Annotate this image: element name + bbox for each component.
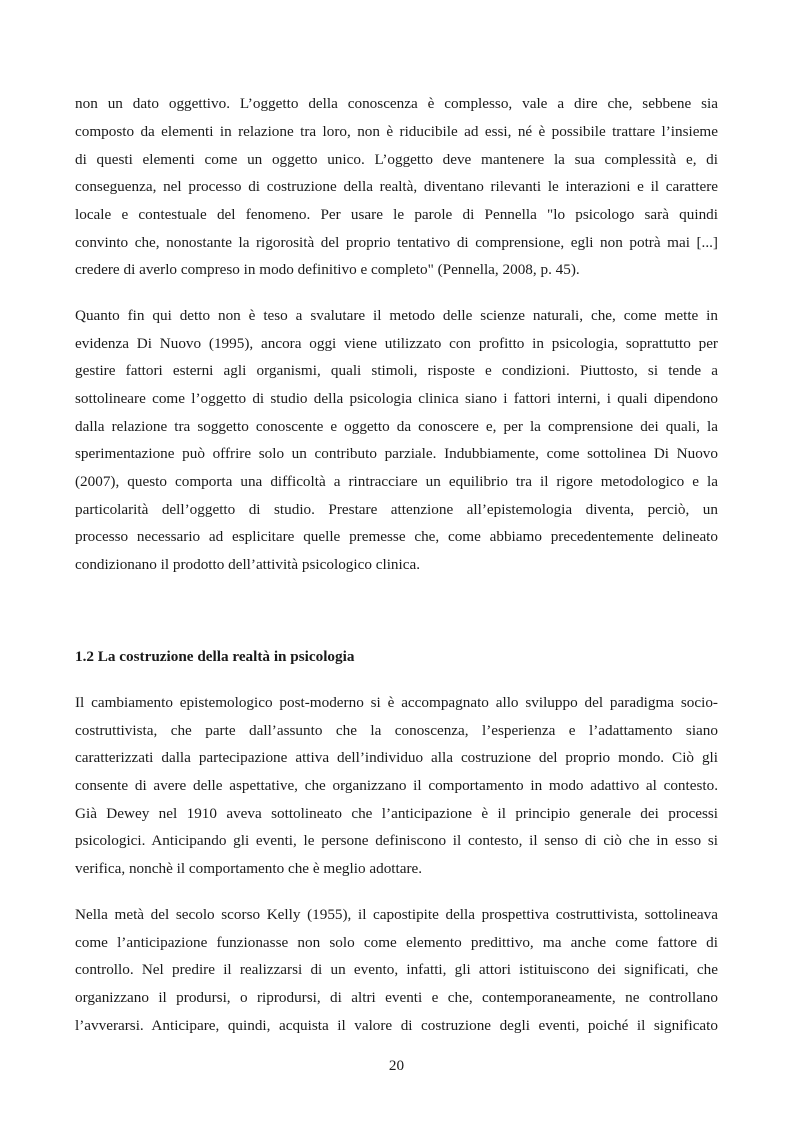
text-line: gestire fattori esterni agli organismi, quali stimoli, risposte e condizioni. Piuttosto, si tende a (75, 362, 718, 379)
page-number: 20 (388, 1057, 405, 1074)
text-line: sperimentazione può offrire solo un contributo parziale. Indubbiamente, come sottolinea Di Nuovo (75, 445, 718, 462)
text-line: non un dato oggettivo. L’oggetto della conoscenza è complesso, vale a dire che, sebbene sia (75, 95, 718, 112)
text-line: evidenza Di Nuovo (1995), ancora oggi viene utilizzato con profitto in psicologia, soprattutto per (75, 335, 718, 352)
text-line: controllo. Nel predire il realizzarsi di un evento, infatti, gli attori istituiscono dei significati, che (75, 961, 718, 978)
text-line: dalla relazione tra soggetto conoscente e oggetto da conoscere e, per la comprensione dei quali, la (75, 418, 718, 435)
section-heading: 1.2 La costruzione della realtà in psicologia (75, 648, 355, 665)
text-line: verifica, nonchè il comportamento che è meglio adottare. (75, 860, 423, 877)
text-line: conseguenza, nel processo di costruzione della realtà, diventano rilevanti le interazioni e il carattere (75, 178, 718, 195)
text-line: processo necessario ad esplicitare quelle premesse che, come abbiamo precedentemente delineato (75, 528, 718, 545)
text-line: locale e contestuale del fenomeno. Per usare le parole di Pennella "lo psicologo sarà quindi (75, 206, 718, 223)
text-line: condizionano il prodotto dell’attività psicologico clinica. (75, 556, 421, 573)
text-line: di questi elementi come un oggetto unico. L’oggetto deve mantenere la sua complessità e, di (75, 151, 718, 168)
text-line: organizzano il prodursi, o riprodursi, di altri eventi e che, contemporaneamente, ne controllano (75, 989, 718, 1006)
text-line: Già Dewey nel 1910 aveva sottolineato che l’anticipazione è il principio generale dei processi (75, 805, 718, 822)
text-line: caratterizzati dalla partecipazione attiva dell’individuo alla costruzione del proprio mondo. Ciò gli (75, 749, 718, 766)
text-line: sottolineare come l’oggetto di studio della psicologia clinica siano i fattori interni, i quali dipendono (75, 390, 718, 407)
text-line: (2007), questo comporta una difficoltà a rintracciare un equilibrio tra il rigore metodologico e la (75, 473, 718, 490)
text-line: Nella metà del secolo scorso Kelly (1955), il capostipite della prospettiva costruttivista, sottolineava (75, 906, 718, 923)
text-line: composto da elementi in relazione tra loro, non è riducibile ad essi, né è possibile trattare l’insieme (75, 123, 718, 140)
text-line: costruttivista, che parte dall’assunto che la conoscenza, l’esperienza e l’adattamento siano (75, 722, 718, 739)
text-line: l’avverarsi. Anticipare, quindi, acquista il valore di costruzione degli eventi, poiché il significato (75, 1017, 718, 1034)
text-line: Il cambiamento epistemologico post-moderno si è accompagnato allo sviluppo del paradigma socio- (75, 694, 718, 711)
text-line: consente di avere delle aspettative, che organizzano il comportamento in modo adattivo al contesto. (75, 777, 718, 794)
text-line: Quanto fin qui detto non è teso a svalutare il metodo delle scienze naturali, che, come mette in (75, 307, 718, 324)
text-line: psicologici. Anticipando gli eventi, le persone definiscono il contesto, il senso di ciò che in esso si (75, 832, 718, 849)
text-line: come l’anticipazione funzionasse non solo come elemento predittivo, ma anche come fattore di (75, 934, 718, 951)
text-line: convinto che, nonostante la rigorosità del proprio tentativo di comprensione, egli non potrà mai [...] (75, 234, 718, 251)
text-line: particolarità dell’oggetto di studio. Prestare attenzione all’epistemologia diventa, perciò, un (75, 501, 718, 518)
text-line: credere di averlo compreso in modo definitivo e completo" (Pennella, 2008, p. 45). (75, 261, 580, 278)
